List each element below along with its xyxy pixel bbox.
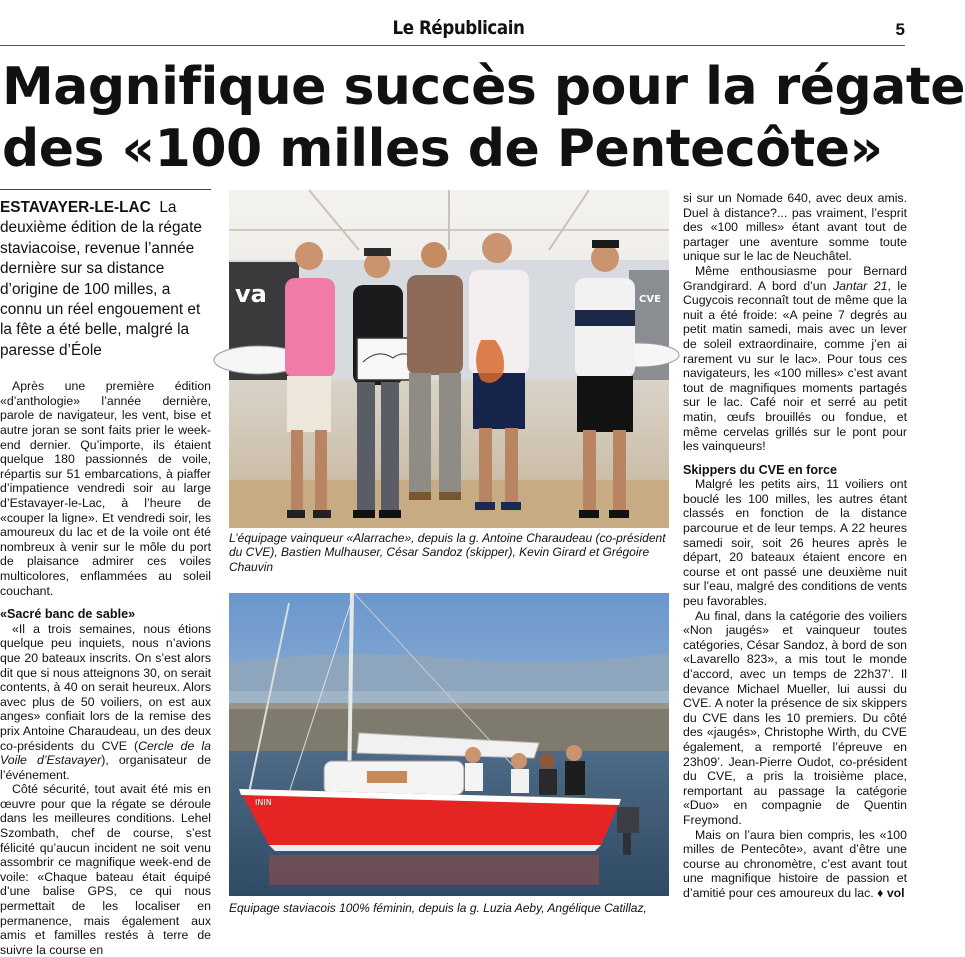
paragraph: si sur un Nomade 640, avec deux amis. Duel à distance?... pas vraiment, l’esprit des «100 milles» étant avant tout de partager une aventure somme toute unique sur le lac de Neuchâtel. — [683, 191, 907, 264]
crew-photo-illustration — [229, 190, 669, 528]
photo-caption: Equipage staviacois 100% féminin, depuis la g. Luzia Aeby, Angélique Catillaz, — [229, 901, 647, 915]
headline-line-1: Magnifique succès pour la régate — [2, 57, 965, 117]
paragraph — [0, 622, 211, 783]
paragraph-text: Même enthousiasme pour Bernard Grandgirard. A bord d’un — [683, 263, 907, 293]
paragraph: Après une première édition «d’anthologie» l’année dernière, parole de navigateur, les vent, bise et autre joran se sont faits prier le week-end dernier. Qu’importe, ils étaient quelque 180 passionnés de voile, répartis sur 51 embarcations, à piaffer d’impatience vendredi soir au large d’Estavayer-le-Lac, à l’heure de «couper la ligne». Et vendredi soir, les amoureux du lac et de la voile ont été nombreux à venir sur le môle du port de plaisance admirer ces voiles multicolores, enflammées au soleil couchant. — [0, 379, 211, 598]
banner-lettering: va — [235, 280, 267, 308]
headline-line-2: des «100 milles de Pentecôte» — [2, 119, 883, 179]
paragraph: Malgré les petits airs, 11 voiliers ont bouclé les 100 milles, les autres étant classés en fonction de la distance parcourue et de leur temps. A 22 heures samedi soir, soit 26 heures après le départ, 20 bateaux étaient encore en course et ont passé une deuxième nuit sur l’eau, malgré des conditions de vents peu favorables. — [683, 477, 907, 609]
author-signoff: ♦ vol — [877, 885, 905, 900]
page-number: 5 — [895, 20, 905, 39]
article-headline — [2, 56, 965, 180]
paragraph-text: Mais on l’aura bien compris, les «100 milles de Pentecôte», avant d’être une course au chronomètre, c’est avant tout une magnifique histoire de passion et d’amitié pour ces amoureux du lac. — [683, 827, 907, 900]
paragraph-text: ), organisateur de l’événement. — [0, 753, 211, 782]
paragraph-text: «Il a trois semaines, nous étions quelque peu inquiets, nous n’avions que 20 bateaux inscrits. On s’est alors dit que si nous atteignons 30, on serait contents, à 40 on serait heureux. Alors avec plus de 50 voiliers, on est aux anges» confiait lors de la remise des prix Antoine Charaudeau, un des deux co-présidents du CVE ( — [0, 621, 211, 753]
photo-winning-crew — [229, 190, 669, 528]
article-column-3 — [683, 191, 907, 901]
newspaper-name: Le Républicain — [392, 17, 525, 39]
subheading: Skippers du CVE en force — [683, 462, 837, 477]
paragraph — [683, 264, 907, 454]
photo-caption: L’équipage vainqueur «Alarrache», depuis la g. Antoine Charaudeau (co-président du CVE), Bastien Mulhauser, César Sandoz (skipper), Kevin Girard et Grégoire Chauvin — [229, 531, 666, 574]
paragraph-text: , le Cugycois reconnaît tout de même que la nuit a été froide: «A peine 7 degrés au petit matin samedi, mais avec un lever de soleil extraordinaire, comme j’en ai rarement vu sur le lac». Pour tous ces navigateurs, les «100 milles» c’est avant tout de magnifiques moments partagés sur le lac. Café noir et serré au petit matin, œufs brouillés ou fondue, et même cervelas grillés sur le pont pour les vainqueurs! — [683, 278, 908, 454]
italic-text: Jantar 21 — [833, 278, 888, 293]
italic-text: Cercle de la Voile d’Estavayer — [0, 738, 211, 768]
banner-lettering-right: CVE — [639, 294, 661, 305]
sailboat-photo-illustration — [229, 593, 669, 896]
article-column-1 — [0, 189, 211, 957]
paragraph — [683, 828, 907, 901]
article-lead — [0, 198, 211, 361]
dateline: ESTAVAYER-LE-LAC — [0, 199, 151, 216]
subheading: «Sacré banc de sable» — [0, 607, 136, 622]
paragraph: Côté sécurité, tout avait été mis en œuvre pour que la régate se déroule dans les meilleures conditions. Lehel Szombath, chef de course, s’est félicité qu’aucun incident ne soit venu assombrir ce magnifique week-end de voile: «Chaque bateau était équipé d’une balise GPS, ce qui nous permettait de les localiser en permanence, mais également aux amis et familles restés à terre de suivre la course en — [0, 782, 211, 957]
masthead — [0, 0, 917, 46]
photo-sailboat-crew — [229, 593, 669, 896]
column-rule — [0, 189, 211, 190]
lead-text: La deuxième édition de la régate staviacoise, revenue l’année dernière sur sa distance d’origine de 100 milles, a connu un réel engouement et la fête a été belle, malgré la paresse d’Éole — [0, 199, 202, 359]
paragraph: Au final, dans la catégorie des voiliers «Non jaugés» et vainqueur toutes catégories, César Sandoz, à bord de son «Lavarello 823», a mis tout le monde d’accord, avec un temps de 22h37’. Il devance Michael Mueller, lui aussi du CVE. A noter la présence de six skippers du CVE dans les 10 premiers. Du côté des «jaugés», Christophe Wirth, du CVE également, a remporté l’épreuve en 23h09’. Jean-Pierre Oudot, co-président du CVE, a pris la troisième place, remportant au passage la catégorie «Duo» en compagnie de Quentin Freymond. — [683, 608, 907, 827]
masthead-rule — [0, 45, 905, 46]
boat-name: ININ — [255, 798, 272, 807]
